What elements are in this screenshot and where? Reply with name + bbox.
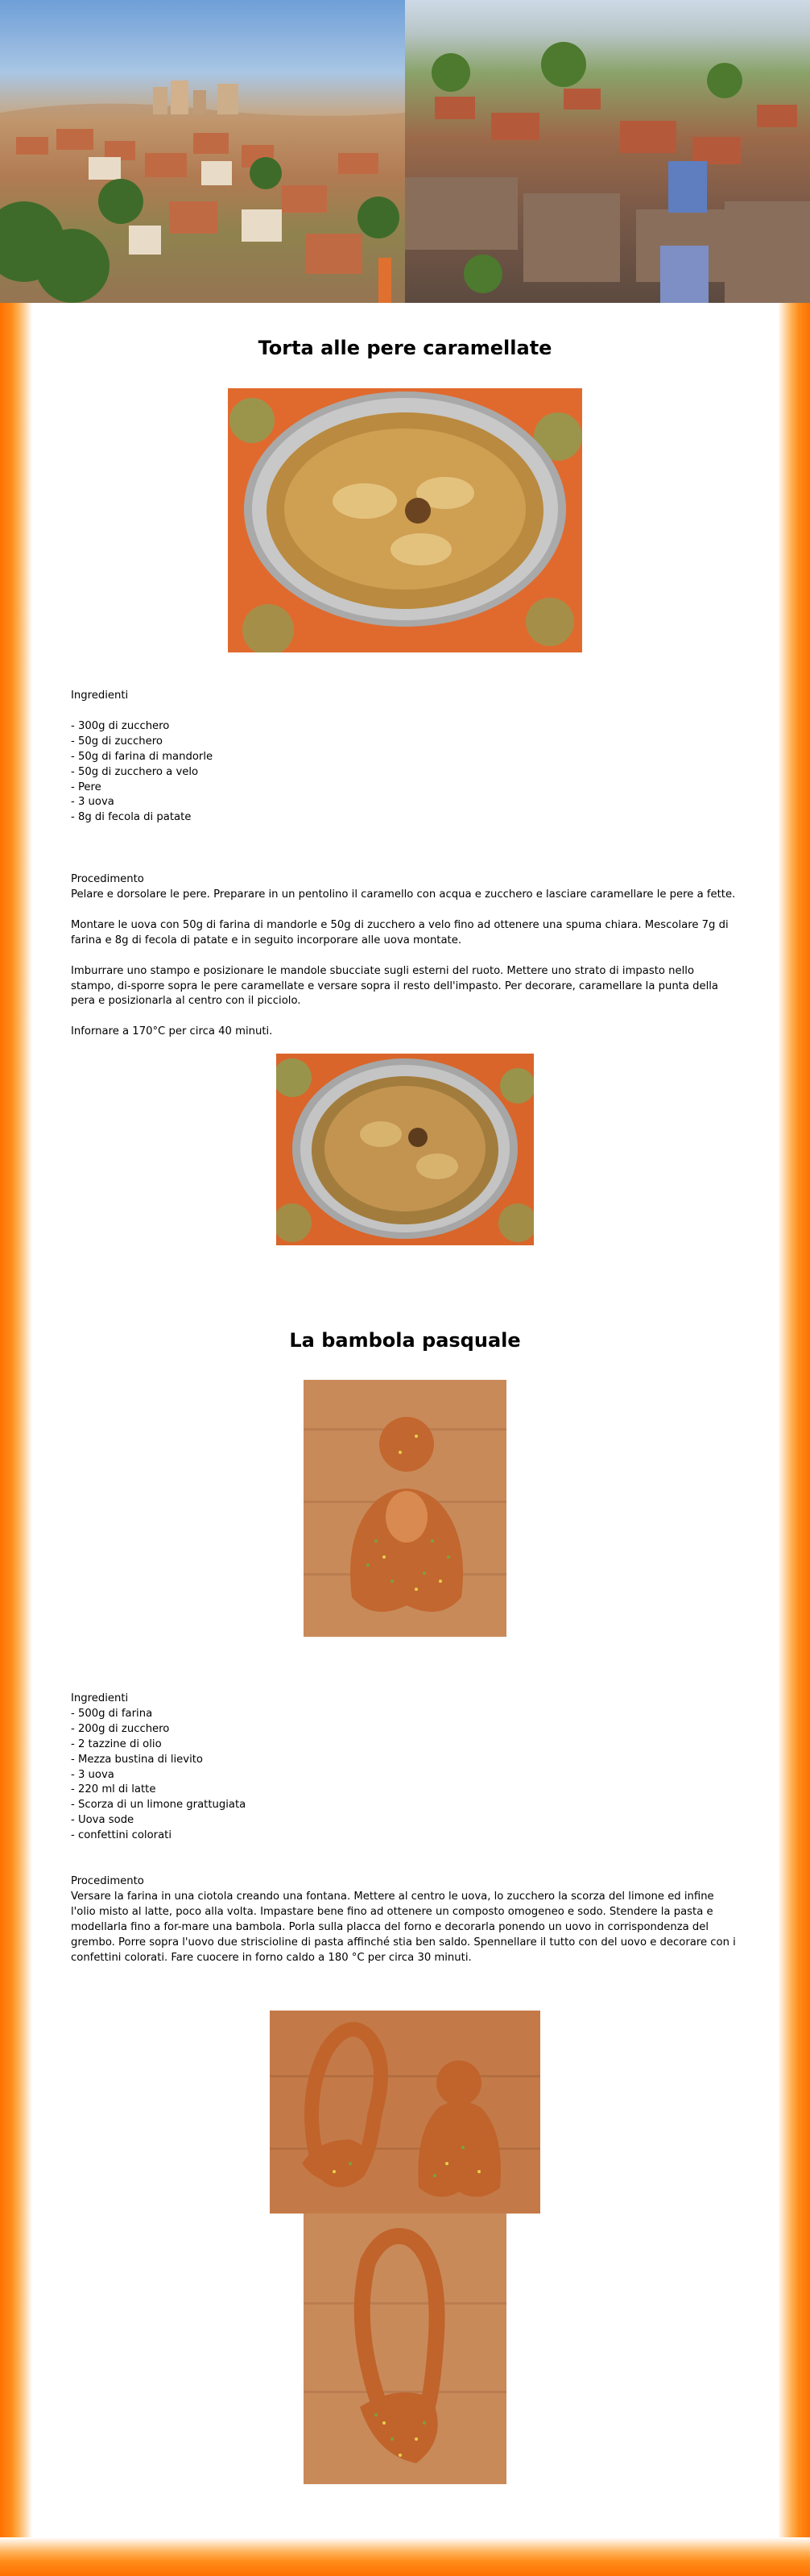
village-rooftops-illustration: [0, 0, 810, 303]
ingredient-item: - 3 uova: [71, 1768, 114, 1781]
easter-doll-photo: [304, 1380, 506, 1637]
ingredient-item: - confettini colorati: [71, 1829, 172, 1842]
ingredient-item: - 220 ml di latte: [71, 1783, 156, 1796]
procedure-paragraph: Imburrare uno stampo e posizionare le mandole sbucciate sugli esterni del ruoto. Mettere uno strato di impasto nello stampo, di-sporre sopra le pere caramellate e versare sopra il resto dell'impasto. Per decorare, caramellare la punta della pera e posizionarla al centro con il picciolo.: [71, 964, 719, 1008]
pear-cake-photo-bottom: [276, 1054, 534, 1245]
procedure-paragraph: Pelare e dorsolare le pere. Preparare in un pentolino il caramello con acqua e zucchero e lasciare caramellare le pere a fette.: [71, 888, 736, 901]
ingredients-heading: Ingredienti: [71, 690, 129, 702]
header-banner: [0, 0, 810, 303]
procedure-heading: Procedimento: [71, 873, 144, 885]
ingredient-item: - 8g di fecola di patate: [71, 811, 192, 824]
ingredient-item: - 50g di farina di mandorle: [71, 750, 213, 763]
recipe-ingredients: [71, 1692, 739, 1844]
pear-cake-photo-top: [228, 388, 582, 652]
ingredient-item: - Pere: [71, 781, 101, 793]
ingredient-item: - Uova sode: [71, 1814, 134, 1827]
recipe-procedure: [71, 872, 739, 1040]
procedure-paragraph: Versare la farina in una ciotola creando una fontana. Mettere al centro le uova, lo zucchero la scorza del limone ed infine l'olio misto al latte, poco alla volta. Impastare bene fino ad ottenere un composto omogeneo e sodo. Stendere la pasta e modellarla fino a for-mare una bambola. Porla sulla placca del forno e decorarla ponendo un uovo in corrispondenza del grembo. Porre sopra l'uovo due striscioline di pasta affinché stia ben saldo. Spennellare il tutto con del uovo e decorare con i confettini colorati. Fare cuocere in forno caldo a 180 °C per circa 30 minuti.: [71, 1890, 736, 1964]
easter-dolls-group-photo: [270, 2011, 540, 2214]
ingredient-list: [71, 719, 739, 826]
ingredient-item: - 2 tazzine di olio: [71, 1737, 162, 1750]
procedure-heading: Procedimento: [71, 1875, 144, 1887]
ingredient-item: - 50g di zucchero a velo: [71, 765, 199, 778]
procedure-paragraph: Infornare a 170°C per circa 40 minuti.: [71, 1025, 273, 1038]
ingredient-item: - 50g di zucchero: [71, 735, 163, 748]
recipe-title: Torta alle pere caramellate: [258, 337, 552, 359]
ingredient-item: - 300g di zucchero: [71, 719, 170, 732]
recipe-procedure: [71, 1874, 739, 1965]
ingredient-list: [71, 1707, 739, 1844]
recipe-ingredients: [71, 689, 739, 826]
ingredient-item: - 200g di zucchero: [71, 1722, 170, 1735]
procedure-paragraph: Montare le uova con 50g di farina di mandorle e 50g di zucchero a velo fino ad ottenere una spuma chiara. Mescolare 7g di farina e 8g di fecola di patate e in seguito incorporare alle uova montate.: [71, 918, 729, 946]
ingredients-heading: Ingredienti: [71, 1692, 129, 1704]
ingredient-item: - Scorza di un limone grattugiata: [71, 1799, 246, 1812]
ingredient-item: - 500g di farina: [71, 1707, 153, 1720]
page-frame-bottom: [0, 2537, 810, 2576]
recipe-title: La bambola pasquale: [289, 1329, 521, 1352]
easter-ring-doll-photo: [304, 2214, 506, 2484]
ingredient-item: - Mezza bustina di lievito: [71, 1753, 204, 1766]
ingredient-item: - 3 uova: [71, 796, 114, 809]
